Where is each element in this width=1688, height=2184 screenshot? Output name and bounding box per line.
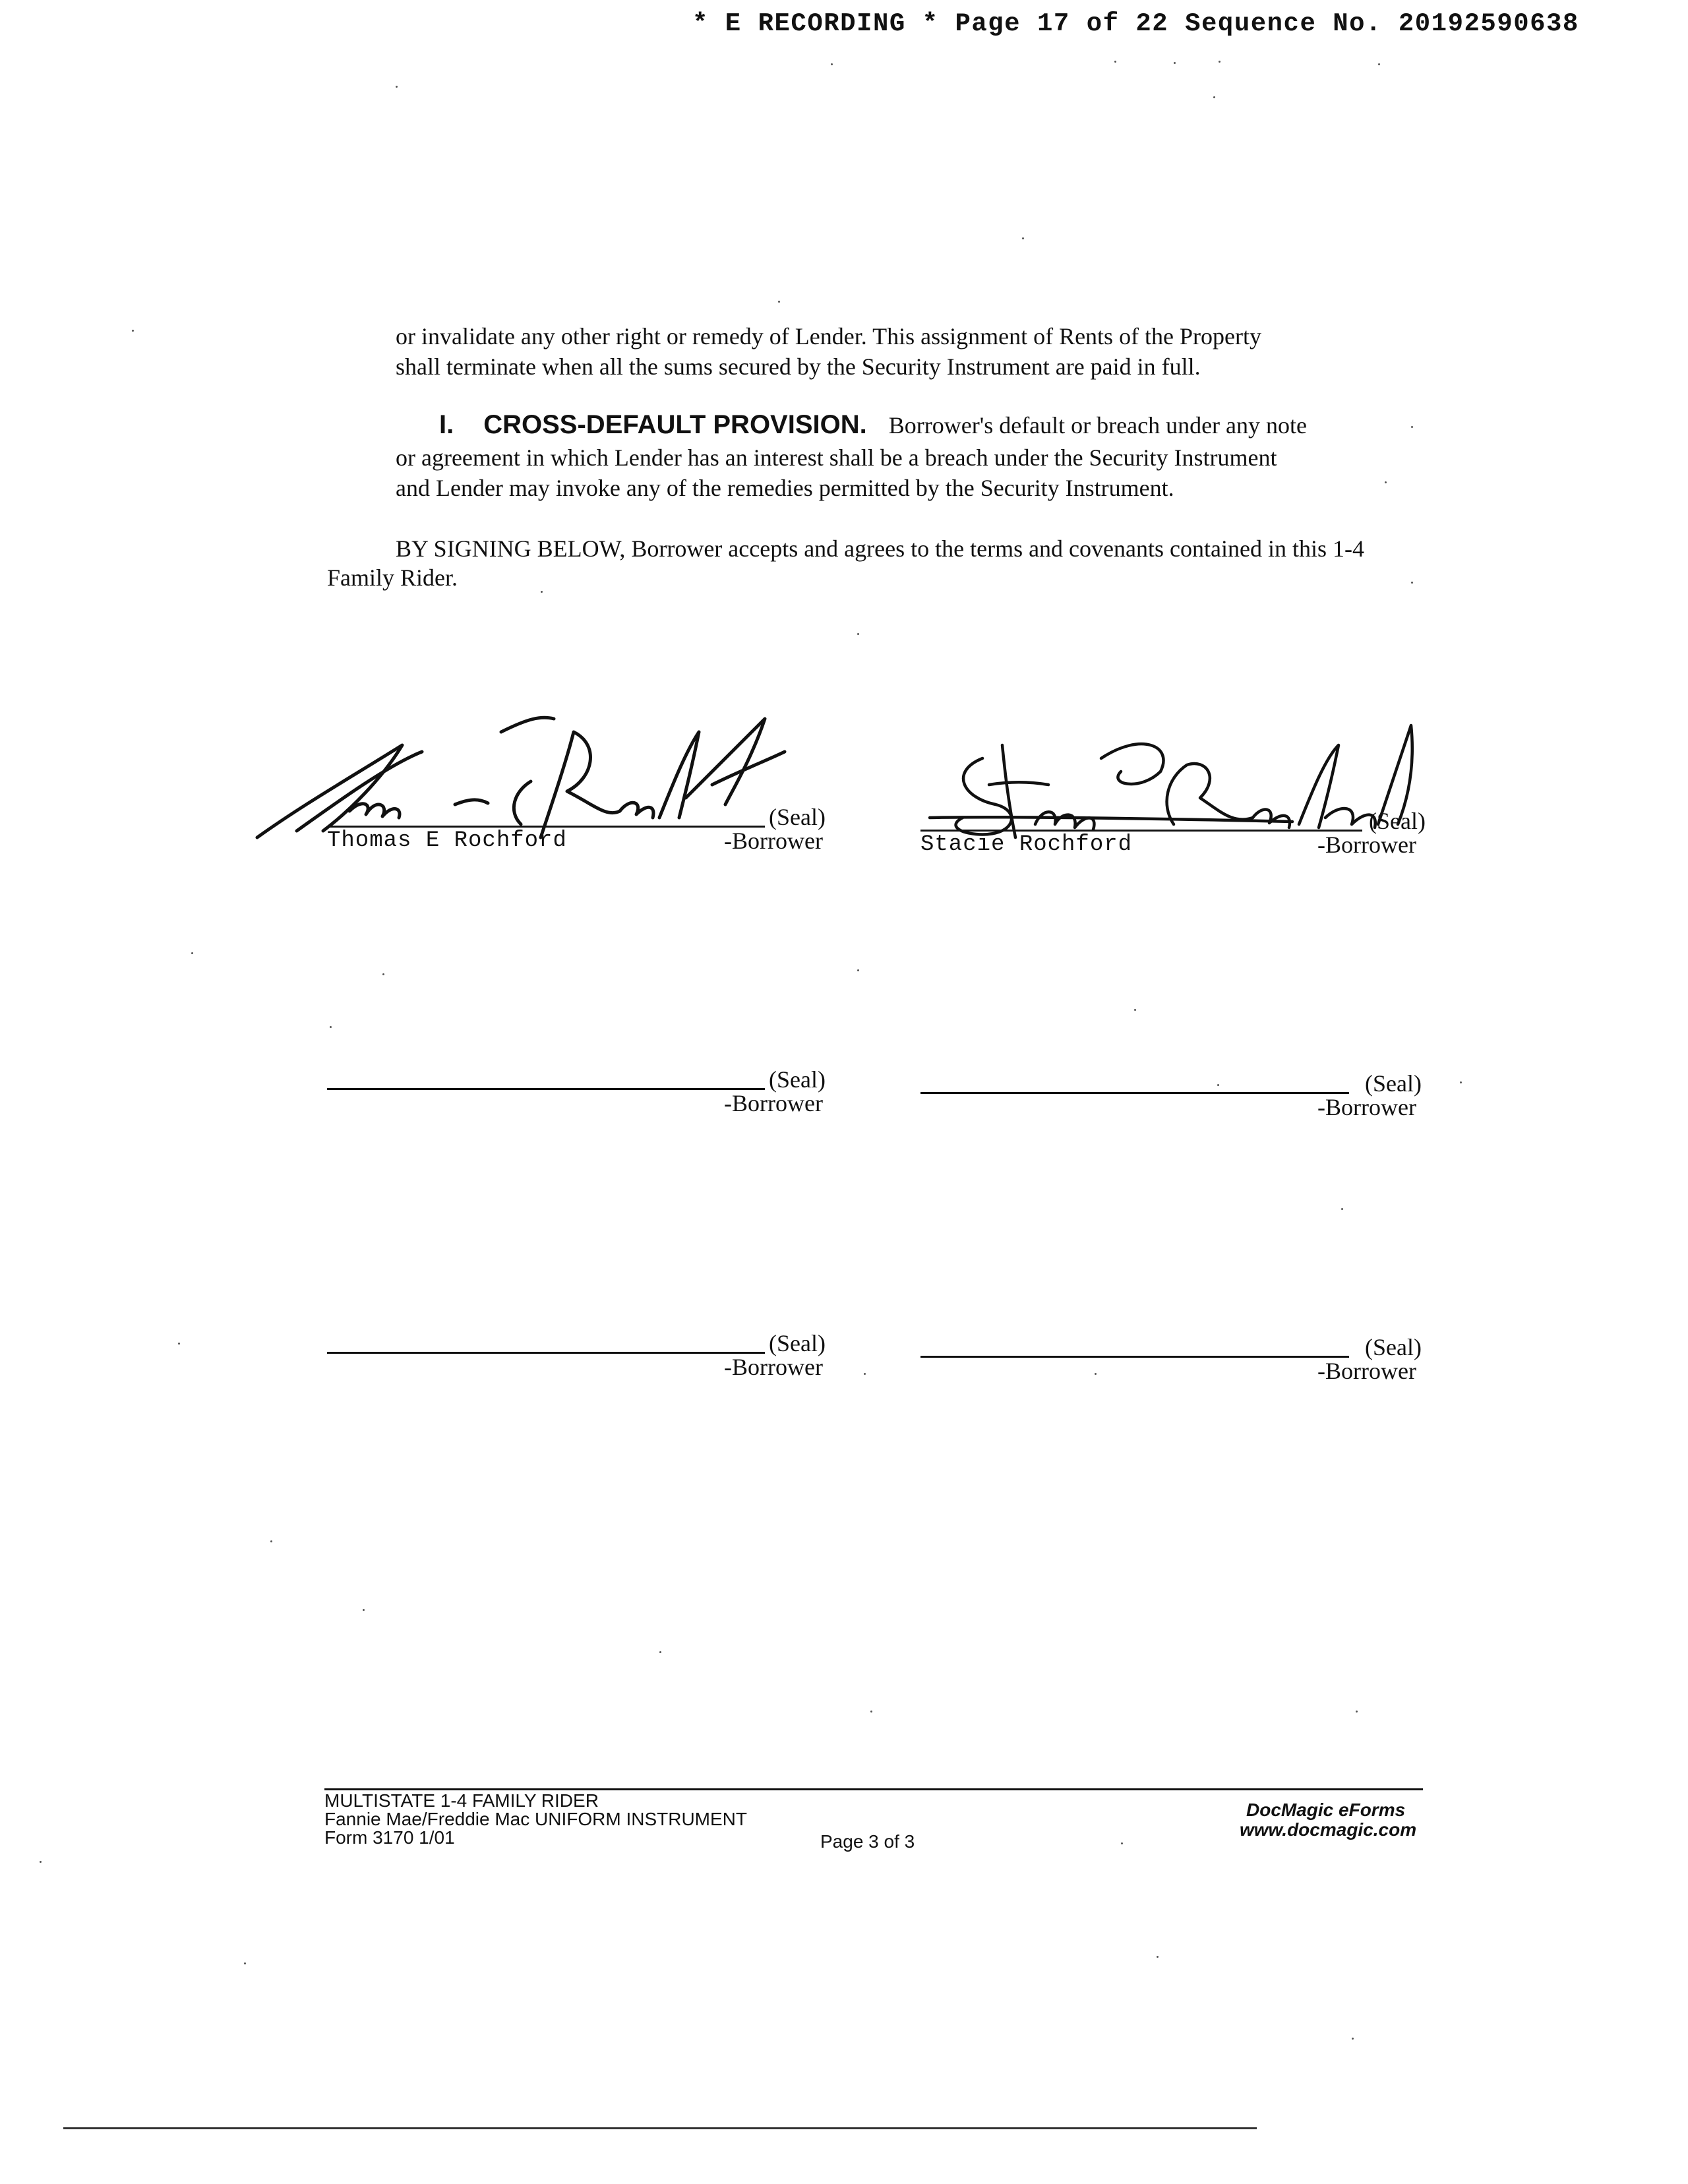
scan-speck [330, 1026, 332, 1028]
scan-speck [1095, 1373, 1097, 1375]
scan-speck [132, 330, 134, 332]
section-title: CROSS-DEFAULT PROVISION. [483, 410, 867, 439]
continuation-line-1: or invalidate any other right or remedy of Lender. This assignment of Rents of the Property [396, 323, 1262, 349]
borrower-5-role: -Borrower [724, 1354, 823, 1380]
scan-speck [1341, 1208, 1343, 1210]
continuation-line-2: shall terminate when all the sums secured by the Security Instrument are paid in full. [396, 353, 1201, 380]
borrower-1-name: Thomas E Rochford [327, 828, 567, 853]
scan-speck [1356, 1711, 1358, 1713]
scan-speck [778, 301, 780, 303]
footer-form-line-1: MULTISTATE 1-4 FAMILY RIDER [324, 1790, 599, 1811]
footer-page-label: Page 3 of 3 [820, 1831, 915, 1852]
borrower-6-seal: (Seal) [1365, 1334, 1422, 1360]
scan-speck [363, 1609, 365, 1611]
scan-speck [1385, 481, 1387, 483]
borrower-4-signature-line [920, 1092, 1349, 1094]
scan-speck [1217, 1084, 1219, 1086]
scan-speck [1411, 582, 1413, 584]
footer-form-line-2: Fannie Mae/Freddie Mac UNIFORM INSTRUMENT [324, 1809, 748, 1829]
borrower-2-role: -Borrower [1317, 832, 1416, 858]
scan-speck [1121, 1842, 1123, 1844]
section-first-line [439, 410, 1307, 440]
footer-website: www.docmagic.com [1240, 1819, 1417, 1840]
signing-line-1: BY SIGNING BELOW, Borrower accepts and agrees to the terms and covenants contained in this 1-4 [396, 535, 1364, 562]
borrower-2-seal: (Seal) [1369, 808, 1426, 834]
borrower-2-signature-line [920, 830, 1362, 832]
scan-speck [178, 1343, 180, 1345]
scan-speck [1114, 61, 1116, 63]
scan-speck [1174, 62, 1176, 64]
scan-speck [541, 591, 543, 593]
section-line-2: or agreement in which Lender has an interest shall be a breach under the Security Instrument [396, 444, 1277, 471]
scan-speck [40, 1861, 42, 1863]
borrower-4-seal: (Seal) [1365, 1070, 1422, 1097]
section-number: I. [439, 410, 454, 439]
scan-edge-line [63, 2127, 1257, 2129]
borrower-1-role: -Borrower [724, 828, 823, 854]
scan-speck [1460, 1081, 1462, 1083]
borrower-5-signature-line [327, 1352, 765, 1354]
scan-speck [1022, 237, 1024, 239]
borrower-6-signature-line [920, 1356, 1349, 1358]
borrower-6-role: -Borrower [1317, 1358, 1416, 1384]
scan-speck [1219, 61, 1221, 63]
scan-speck [382, 973, 384, 975]
scan-speck [270, 1540, 272, 1542]
scan-speck [1134, 1009, 1136, 1011]
scan-speck [191, 952, 193, 954]
recording-stamp: * E RECORDING * Page 17 of 22 Sequence No. 20192590638 [692, 9, 1579, 38]
borrower-5-seal: (Seal) [769, 1330, 826, 1356]
section-line-3: and Lender may invoke any of the remedies permitted by the Security Instrument. [396, 475, 1174, 501]
scan-speck [1213, 96, 1215, 98]
scan-speck [857, 633, 859, 635]
scan-speck [1378, 63, 1380, 65]
scan-speck [857, 969, 859, 971]
borrower-3-signature-line [327, 1088, 765, 1090]
scan-speck [870, 1711, 872, 1713]
scan-speck [831, 63, 833, 65]
scan-speck [864, 1373, 866, 1375]
footer-form-line-3: Form 3170 1/01 [324, 1827, 455, 1848]
scan-speck [1411, 426, 1413, 428]
scan-speck [244, 1962, 246, 1964]
borrower-2-name: Stacie Rochford [920, 832, 1133, 857]
scan-speck [1352, 2038, 1354, 2040]
signing-line-2: Family Rider. [327, 564, 458, 591]
borrower-4-role: -Borrower [1317, 1094, 1416, 1120]
borrower-1-seal: (Seal) [769, 804, 826, 830]
scan-speck [659, 1651, 661, 1653]
borrower-3-seal: (Seal) [769, 1066, 826, 1093]
section-first-line-text: Borrower's default or breach under any note [888, 412, 1308, 439]
footer-brand-logo: DocMagic eForms [1246, 1800, 1406, 1820]
borrower-1-signature-line [327, 826, 765, 828]
borrower-3-role: -Borrower [724, 1090, 823, 1116]
scan-speck [1157, 1956, 1159, 1958]
scan-speck [396, 86, 398, 88]
